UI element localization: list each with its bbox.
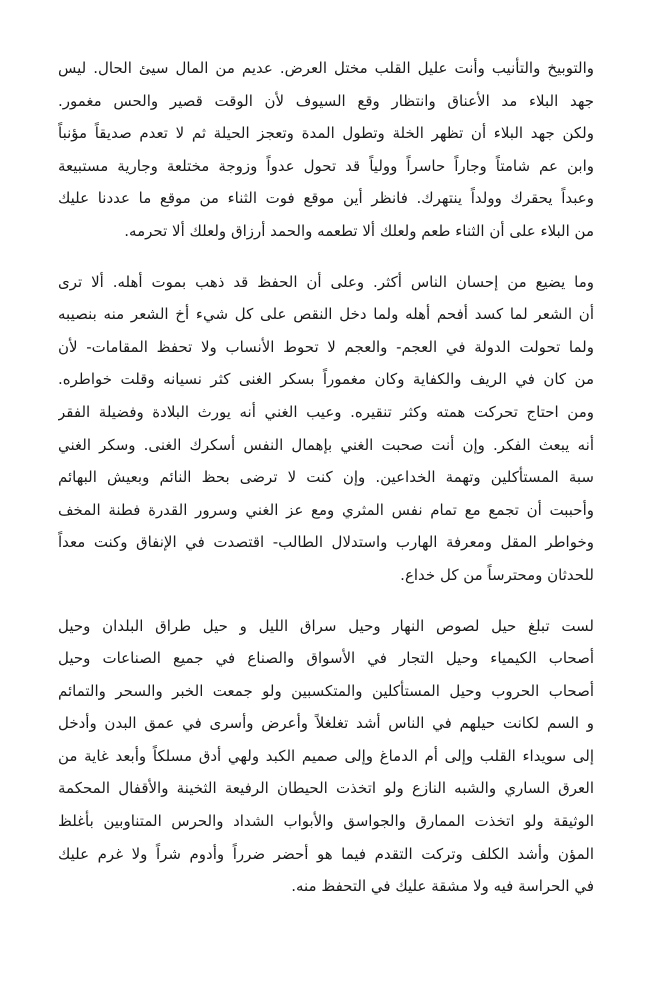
paragraph-1: [58, 52, 594, 248]
document-page: [58, 52, 594, 921]
text-line: أصحاب الكيمياء وحيل التجار في الأسواق والصناع في جميع الصناعات وحيل: [58, 649, 594, 668]
text-line: ومن احتاج تحركت همته وكثر تنقيره. وعيب الغني أنه يورث البلادة وفضيلة الفقر: [58, 402, 594, 421]
text-line: أن الشعر لما كسد أفحم أهله ولما دخل النقص على كل شيء أخ الشعر منه بنصيبه: [58, 305, 594, 324]
text-line: جهد البلاء مد الأعناق وانتظار وقع السيوف لأن الوقت قصير والحس مغمور.: [58, 91, 594, 110]
paragraph-3: [58, 610, 594, 903]
text-line: للحدثان ومحترساً من كل خداع.: [400, 565, 594, 584]
text-line: في الحراسة فيه ولا مشقة عليك في التحفظ منه.: [291, 877, 594, 896]
text-line: وابن عم شامتاً وجاراً حاسراً وولياً قد تحول عدواً وزوجة مختلعة وجارية مستبيعة: [58, 156, 594, 175]
text-line: و السم لكانت حيلهم في الناس أشد تغلغلاً وأعرض وأسرى في عمق البدن وأدخل: [58, 714, 594, 733]
text-line: وعبداً يحقرك وولداً ينتهرك. فانظر أين موقع فوت الثناء من موقع ما عددنا عليك: [58, 189, 594, 208]
text-line: سبة المستأكلين وتهمة الخداعين. وإن كنت لا ترضى بحظ النائم وبعيش البهائم: [58, 468, 594, 487]
paragraph-2: [58, 266, 594, 592]
text-line: وأحببت أن تجمع مع تمام نفس المثري ومع عز الغني وسرور القدرة فطنة المخف: [58, 500, 594, 519]
text-line: أنه يبعث الفكر. وإن أنت صحبت الغني بإهمال النفس أسكرك الغنى. وسكر الغني: [58, 435, 594, 454]
text-line: الوثيقة ولو اتخذت الممارق والجواسق والأبواب الشداد والحرس المتناوبين بأغلظ: [58, 812, 594, 831]
text-line: العرق الساري والشبه النازع ولو اتخذت الحيطان الرفيعة الثخينة والأقفال المحكمة: [58, 779, 594, 798]
text-line: ولكن جهد البلاء أن تظهر الخلة وتطول المدة وتعجز الحيلة ثم لا تعدم صديقاً مؤنباً: [58, 124, 594, 143]
text-line: ولما تحولت الدولة في العجم- والعجم لا تحوط الأنساب ولا تحفظ المقامات- لأن: [58, 337, 594, 356]
text-line: لست تبلغ حيل لصوص النهار وحيل سراق الليل و حيل طراق البلدان وحيل: [58, 616, 594, 635]
text-line: إلى سويداء القلب وإلى أم الدماغ وإلى صميم الكبد ولهي أدق مسلكاً وأبعد غاية من: [58, 746, 594, 765]
text-line: والتوبيخ والتأنيب وأنت عليل القلب مختل العرض. عديم من المال سيئ الحال. ليس: [58, 59, 594, 77]
text-line: وما يضيع من إحسان الناس أكثر. وعلى أن الحفظ قد ذهب بموت أهله. ألا ترى: [58, 272, 594, 291]
text-line: المؤن وأشد الكلف وتركت التقدم فيما هو أحضر ضرراً وأدوم شراً ولا غرم عليك: [58, 844, 594, 863]
text-line: وخواطر المقل ومعرفة الهارب واستدلال الطالب- اقتصدت في الإنفاق وكنت معداً: [58, 533, 594, 552]
text-line: من البلاء على أن الثناء طعم ولعلك ألا تطعمه والحمد أرزاق ولعلك ألا تحرمه.: [124, 221, 594, 240]
text-line: أصحاب الحروب وحيل المستأكلين والمتكسبين ولو جمعت الخبر والسحر والتمائم: [58, 681, 594, 700]
text-line: من كان في الريف والكفاية وكان مغموراً بسكر الغنى كثر نسيانه وقلت خواطره.: [58, 370, 594, 389]
